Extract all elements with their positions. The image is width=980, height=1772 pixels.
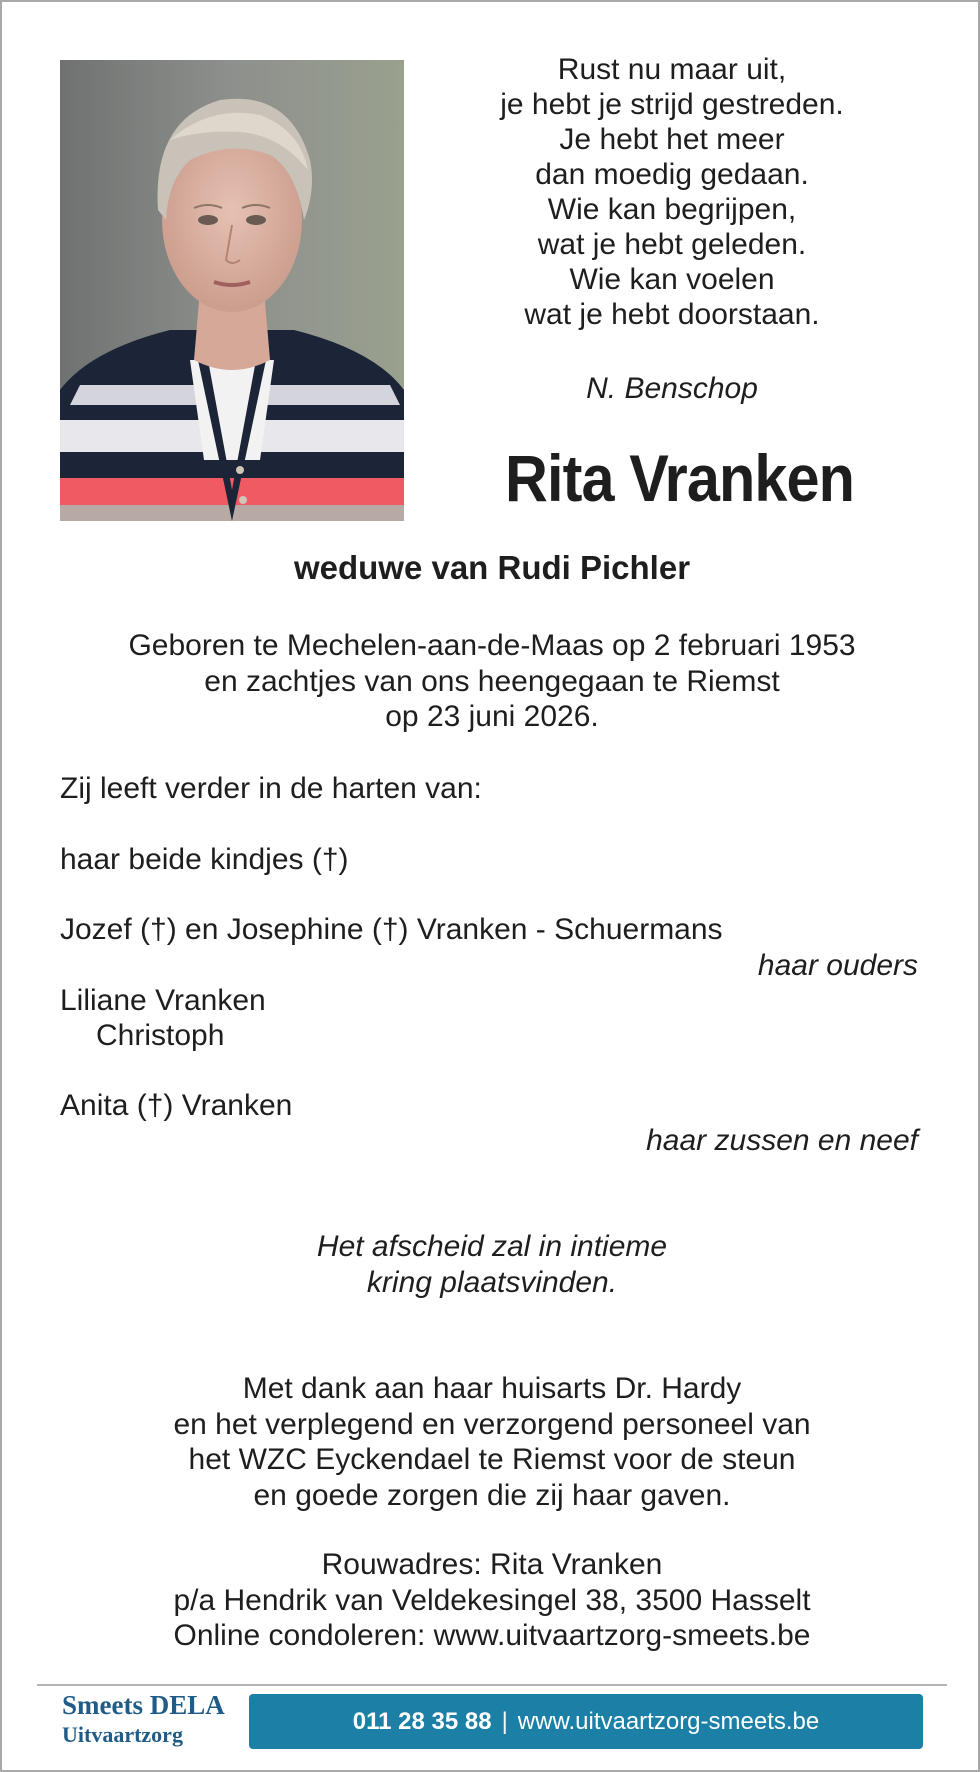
poem-line: Wie kan begrijpen, (547, 193, 797, 226)
family-parents-names: Jozef (†) en Josephine (†) Vranken - Schuermans (60, 913, 723, 946)
poem-line: wat je hebt geleden. (537, 228, 807, 261)
family-parents-role: haar ouders (757, 949, 918, 982)
birth-death-info (2, 628, 980, 735)
footer-divider (37, 1684, 947, 1686)
contact-bar (249, 1694, 923, 1749)
phone-number[interactable]: 011 28 35 88 (352, 1707, 492, 1735)
poem-line: Je hebt het meer (559, 123, 785, 156)
farewell-line: Het afscheid zal in intieme (316, 1230, 668, 1263)
poem (442, 52, 902, 332)
mourning-address (2, 1547, 980, 1654)
poem-author: N. Benschop (586, 372, 758, 405)
address-line: Rouwadres: Rita Vranken (321, 1548, 663, 1581)
thanks-line: en goede zorgen die zij haar gaven. (253, 1478, 731, 1512)
thanks-line: Met dank aan haar huisarts Dr. Hardy (242, 1372, 742, 1405)
family-intro: Zij leeft verder in de harten van: (60, 772, 482, 805)
family-sibling: Liliane Vranken (60, 984, 266, 1017)
logo-main-text: Smeets DELA (62, 1690, 225, 1720)
website-link[interactable]: www.uitvaartzorg-smeets.be (517, 1707, 820, 1735)
thanks-note (2, 1371, 980, 1513)
poem-line: Rust nu maar uit, (557, 53, 787, 86)
thanks-line: en het verplegend en verzorgend personeel van (173, 1407, 811, 1441)
poem-line: je hebt je strijd gestreden. (500, 88, 844, 121)
birth-line: op 23 juni 2026. (385, 700, 599, 733)
family-children: haar beide kindjes (†) (60, 843, 349, 876)
family-siblings-role: haar zussen en neef (646, 1124, 918, 1157)
spouse-line: weduwe van Rudi Pichler (293, 549, 691, 586)
thanks-line: het WZC Eyckendael te Riemst voor de steun (188, 1443, 796, 1476)
farewell-line: kring plaatsvinden. (366, 1265, 618, 1299)
logo-sub-text: Uitvaartzorg (62, 1722, 183, 1747)
family-sibling: Anita (†) Vranken (60, 1089, 293, 1122)
address-line: Online condoleren: www.uitvaartzorg-smeets.be (173, 1619, 811, 1652)
farewell-note (2, 1229, 980, 1300)
funeral-home-logo (62, 1688, 247, 1748)
portrait-photo (60, 60, 404, 521)
address-line: p/a Hendrik van Veldekesingel 38, 3500 Hasselt (173, 1583, 811, 1617)
poem-line: Wie kan voelen (569, 263, 775, 296)
birth-line: Geboren te Mechelen-aan-de-Maas op 2 februari 1953 (128, 629, 856, 662)
family-nephew: Christoph (96, 1019, 225, 1052)
birth-line: en zachtjes van ons heengegaan te Riemst (204, 664, 780, 698)
poem-line: dan moedig gedaan. (535, 158, 809, 191)
deceased-name: Rita Vranken (504, 441, 855, 515)
contact-separator: | (501, 1707, 508, 1735)
poem-line: wat je hebt doorstaan. (524, 298, 820, 331)
